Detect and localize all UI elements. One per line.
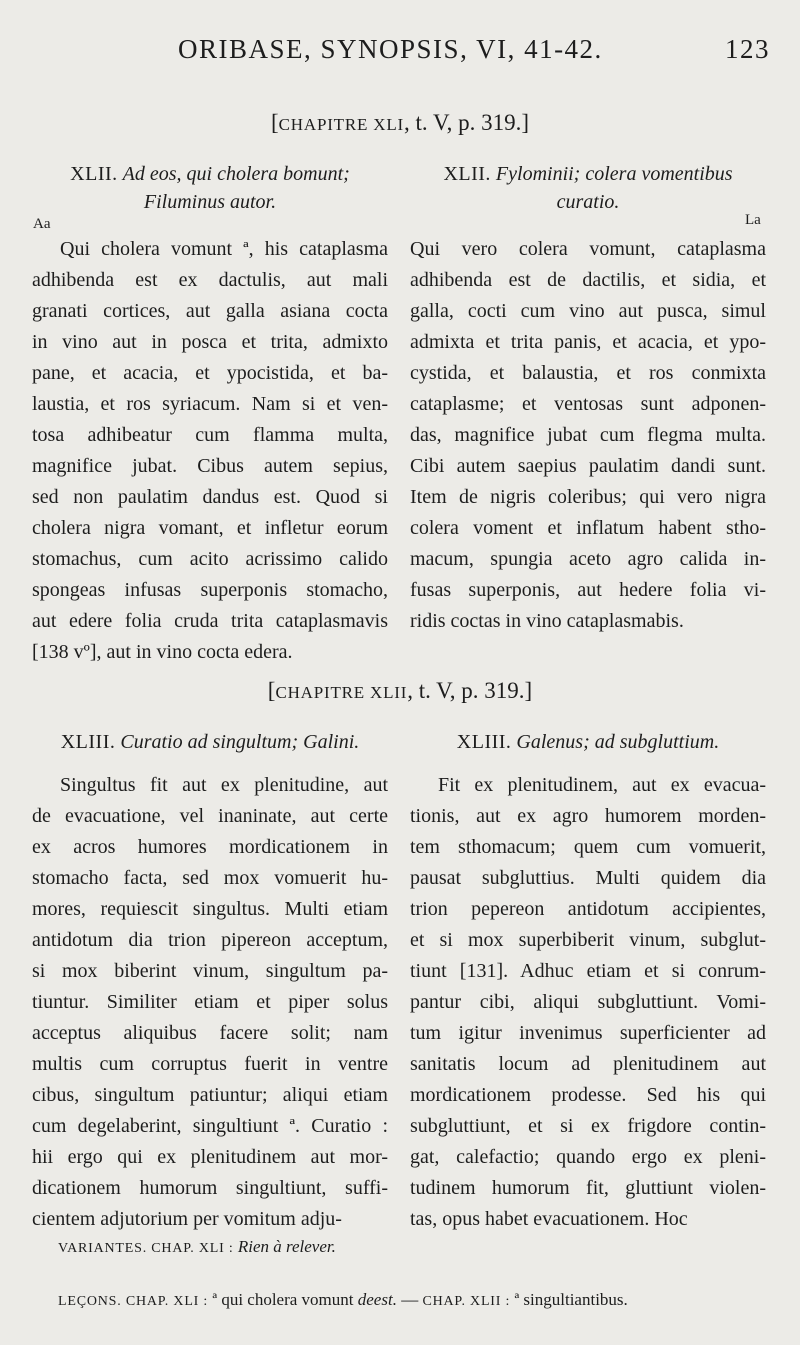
text-line: das, magnifice jubat cum flegma multa.: [410, 424, 766, 446]
text-line: laustia, et ros syriacum. Nam si et ven-: [32, 393, 388, 415]
chapter-42-left-column: [32, 728, 388, 1235]
text-line: subgluttiunt, et si ex frigdore contin-: [410, 1115, 766, 1137]
text-line: dicationem humorum singultiunt, suffi-: [32, 1177, 388, 1199]
text-line: pantur cibi, aliqui subgluttiunt. Vomi-: [410, 991, 766, 1013]
lecons-deest: deest.: [357, 1290, 397, 1309]
text-line: trion pepereon antidotum accipientes,: [410, 898, 766, 920]
text-line: Cibi autem saepius paulatim dandi sunt.: [410, 455, 766, 477]
text-line: cataplasme; et ventosas sunt adponen-: [410, 393, 766, 415]
text-line: Fit ex plenitudinem, aut ex evacua-: [438, 774, 766, 796]
text-line: tiuntur. Similiter etiam et piper solus: [32, 991, 388, 1013]
text-line: tum igitur invenimus superficienter ad: [410, 1022, 766, 1044]
text-line: spongeas infusas superponis stomacho,: [32, 579, 388, 601]
text-line: tionis, aut ex agro humorem morden-: [410, 805, 766, 827]
chapter-41-heading: [0, 110, 800, 136]
bracket-open: [: [271, 110, 279, 135]
variantes-chapter: CHAP. XLI :: [151, 1241, 234, 1256]
text-line: Qui vero colera vomunt, cataplasma: [410, 238, 766, 260]
text-line: cibus, singultum patiuntur; aliqui etiam: [32, 1084, 388, 1106]
text-line: antidotum dia trion pipereon acceptum,: [32, 929, 388, 951]
text-block: [410, 234, 766, 637]
text-line: tem sthomacum; quem cum vomuerit,: [410, 836, 766, 858]
running-head: [178, 34, 770, 68]
chapter-ref: , t. V, p. 319.]: [403, 110, 529, 135]
text-line: adhibenda est ex dactulis, aut mali: [32, 269, 388, 291]
text-line: colera voment et inflatum habent stho-: [410, 517, 766, 539]
section-title: [32, 728, 388, 756]
text-line: Item de nigris coleribus; qui vero nigra: [410, 486, 766, 508]
text-line: Singultus fit aut ex plenitudine, aut: [60, 774, 388, 796]
text-line: stomacho facta, sed mox vomuerit hu-: [32, 867, 388, 889]
lecons-note: [58, 1290, 758, 1310]
text-line: cholera nigra vomant, et infletur eorum: [32, 517, 388, 539]
lecons-label: LEÇONS.: [58, 1294, 122, 1309]
text-line: galla, cocti cum vino aut pusca, simul: [410, 300, 766, 322]
lecons-separator: —: [401, 1290, 419, 1309]
text-line: mores, requiescit singultus. Multi etiam: [32, 898, 388, 920]
text-line: tas, opus habet evacuationem. Hoc: [410, 1208, 688, 1230]
bracket-open: [: [267, 678, 276, 703]
text-line: acceptus aliquibus facere solit; nam: [32, 1022, 388, 1044]
chapter-ref: , t. V, p. 319.]: [407, 678, 533, 703]
margin-siglum: La: [745, 212, 761, 228]
section-title: [410, 160, 766, 216]
text-line: magnifice jubat. Cibus autem sepius,: [32, 455, 388, 477]
text-line: cientem adjutorium per vomitum adju-: [32, 1208, 342, 1230]
text-line: ex acros humores mordicationem in: [32, 836, 388, 858]
chapter-label: CHAPITRE XLII: [275, 683, 408, 702]
text-line: gat, calefactio; quando ergo ex pleni-: [410, 1146, 766, 1168]
margin-siglum: Aa: [33, 216, 51, 232]
text-line: ridis coctas in vino cataplasmabis.: [410, 610, 684, 632]
chapter-label: CHAPITRE XLI: [278, 115, 404, 134]
variantes-text: Rien à relever.: [237, 1237, 336, 1256]
running-title: ORIBASE, SYNOPSIS, VI, 41-42.: [178, 34, 603, 64]
lecons-text-1: ª qui cholera vomunt: [212, 1290, 354, 1309]
text-line: fusas superponis, aut hedere folia vi-: [410, 579, 766, 601]
text-line: sanitatis locum ad plenitudinem aut: [410, 1053, 766, 1075]
text-line: aut edere folia cruda trita cataplasmavis: [32, 610, 388, 632]
chapter-41-right-column: [410, 160, 766, 637]
text-line: adhibenda est de dactilis, et sidia, et: [410, 269, 766, 291]
text-line: pausat subgluttius. Multi quidem dia: [410, 867, 766, 889]
section-number: XLII.: [70, 163, 118, 185]
text-block: [410, 770, 766, 1235]
text-line: Qui cholera vomunt ª, his cataplasma: [60, 238, 388, 260]
lecons-text-2: ª singultiantibus.: [514, 1290, 628, 1309]
page-number: 123: [725, 34, 770, 64]
variantes-note: [58, 1237, 758, 1257]
section-title-line-1: Fylominii; colera vomentibus: [495, 163, 733, 185]
lecons-chapter-1: CHAP. XLI :: [125, 1294, 209, 1309]
text-line: de evacuatione, vel inaninate, aut certe: [32, 805, 388, 827]
section-title-line-1: Curatio ad singultum; Galini.: [120, 731, 360, 753]
section-title-line-1: Galenus; ad subgluttium.: [516, 731, 720, 753]
lecons-chapter-2: CHAP. XLII :: [422, 1294, 511, 1309]
section-title: [32, 160, 388, 216]
section-title: [410, 728, 766, 756]
text-block: [32, 234, 388, 668]
section-number: XLII.: [443, 163, 491, 185]
text-line: mordicationem prodesse. Sed his qui: [410, 1084, 766, 1106]
section-number: XLIII.: [60, 731, 116, 753]
text-line: in vino aut in posca et trita, admixto: [32, 331, 388, 353]
chapter-42-right-column: [410, 728, 766, 1235]
text-line: [138 vº], aut in vino cocta edera.: [32, 641, 293, 663]
section-title-line-2: Filuminus autor.: [143, 191, 277, 213]
text-line: cum degelaberint, singultiunt ª. Curatio :: [32, 1115, 388, 1137]
text-line: tiunt [131]. Adhuc etiam et si conrum-: [410, 960, 766, 982]
text-line: admixta et trita panis, et acacia, et ypo-: [410, 331, 766, 353]
section-number: XLIII.: [456, 731, 512, 753]
text-line: sed non paulatim dandus est. Quod si: [32, 486, 388, 508]
text-line: hii ergo qui ex plenitudinem aut mor-: [32, 1146, 388, 1168]
text-line: pane, et acacia, et ypocistida, et ba-: [32, 362, 388, 384]
section-title-line-2: curatio.: [556, 191, 620, 213]
text-line: tudinem humorum fit, gluttiunt violen-: [410, 1177, 766, 1199]
variantes-label: VARIANTES.: [58, 1241, 148, 1256]
text-line: granati cortices, aut galla asiana cocta: [32, 300, 388, 322]
chapter-42-heading: [0, 678, 800, 704]
text-block: [32, 770, 388, 1235]
text-line: si mox biberint vinum, singultum pa-: [32, 960, 388, 982]
section-title-line-1: Ad eos, qui cholera bomunt;: [122, 163, 350, 185]
text-line: macum, spungia aceto agro calida in-: [410, 548, 766, 570]
text-line: tosa adhibeatur cum flamma multa,: [32, 424, 388, 446]
text-line: stomachus, cum acito acrissimo calido: [32, 548, 388, 570]
chapter-41-left-column: [32, 160, 388, 668]
text-line: multis cum corruptus fuerit in ventre: [32, 1053, 388, 1075]
text-line: cystida, et balaustia, et ros conmixta: [410, 362, 766, 384]
text-line: et si mox superbiberit vinum, subglut-: [410, 929, 766, 951]
